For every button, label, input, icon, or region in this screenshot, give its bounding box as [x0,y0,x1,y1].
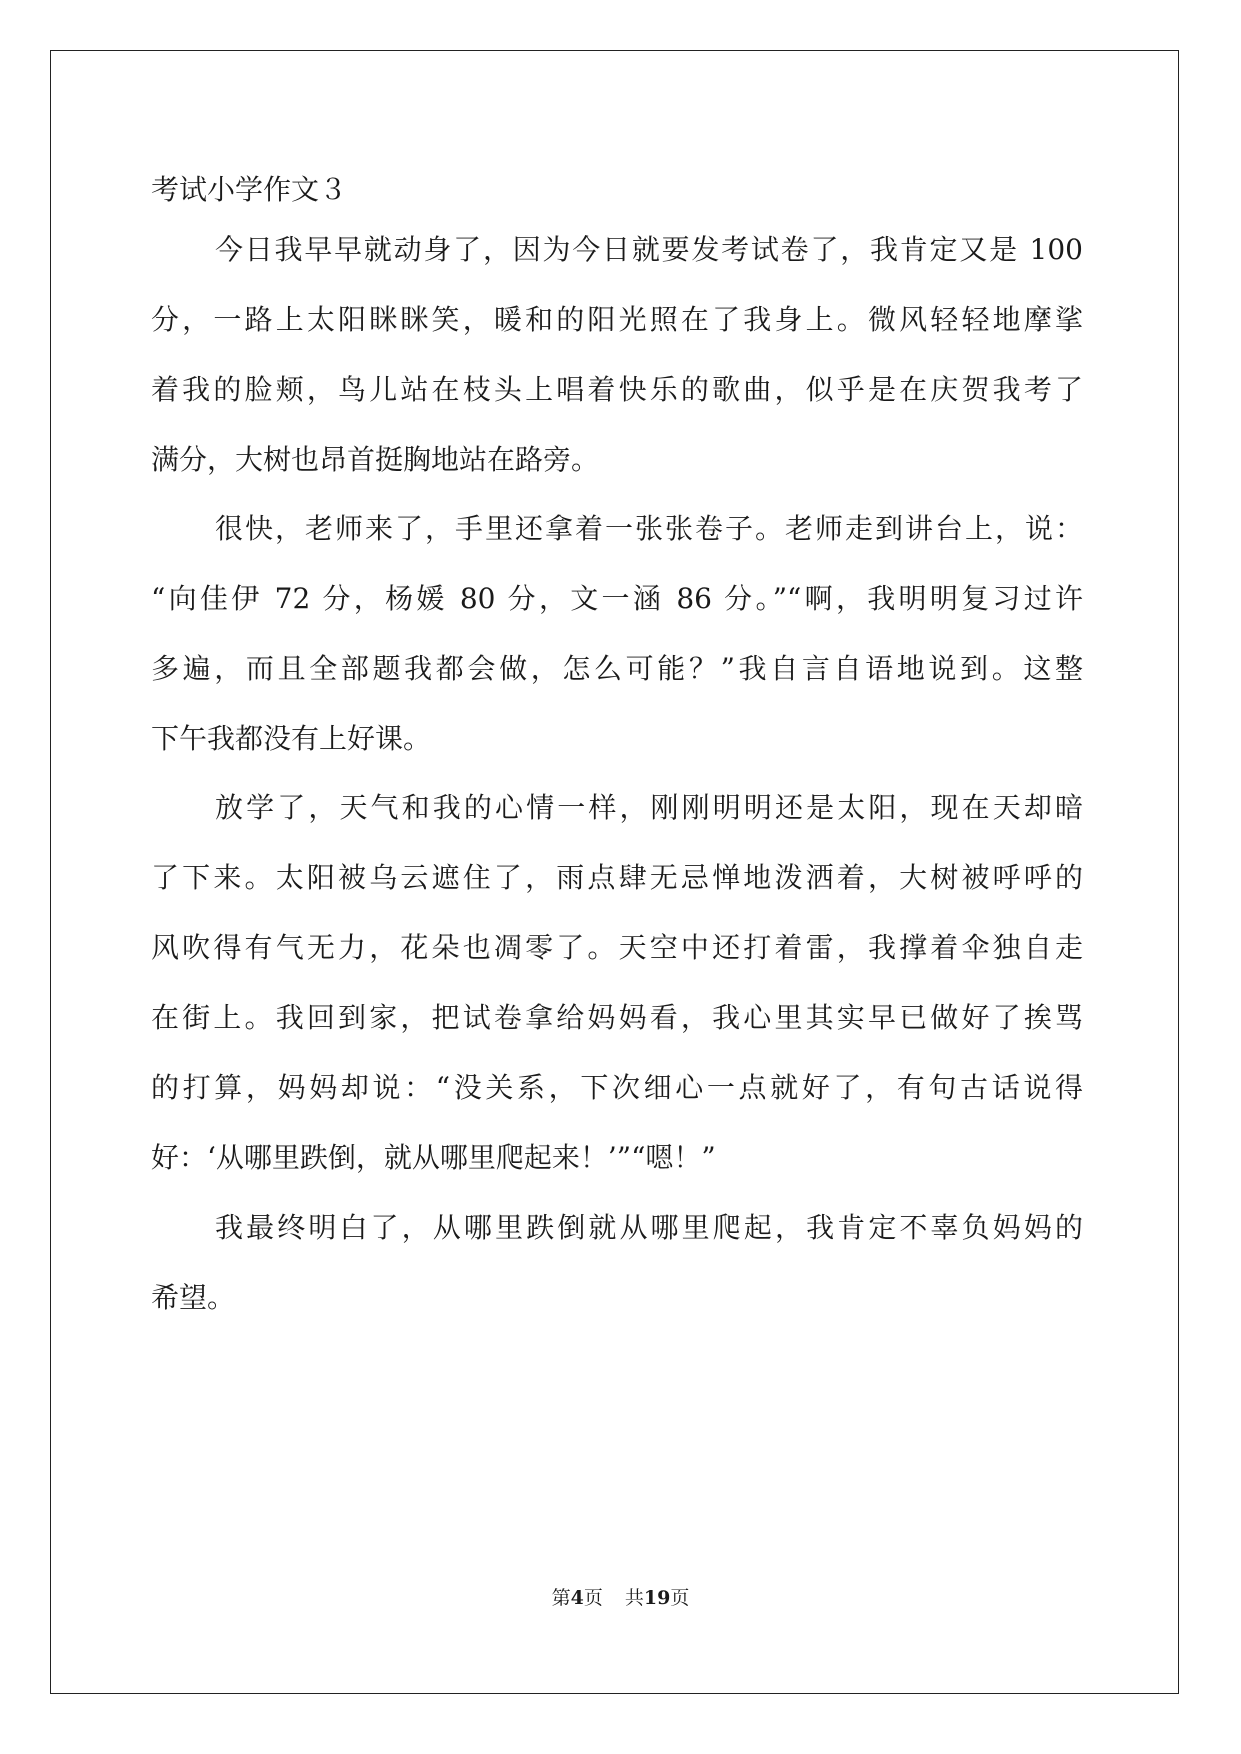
footer-page-prefix: 第 [551,1587,571,1609]
footer-total-prefix: 共 [624,1587,644,1609]
footer-page-suffix: 页 [583,1587,603,1609]
paragraph-4-line-2: 希望。 [151,1281,236,1314]
paragraph-4-line-1: 我最终明白了，从哪里跌倒就从哪里爬起，我肯定不辜负妈妈的 [215,1211,1083,1244]
paragraph-2-line-2: “向佳伊 72 分，杨媛 80 分，文一涵 86 分。”“啊，我明明复习过许 [151,582,1083,615]
paragraph-3-line-5: 的打算，妈妈却说：“没关系，下次细心一点就好了，有句古话说得 [151,1071,1083,1104]
paragraph-1-line-3: 着我的脸颊，鸟儿站在枝头上唱着快乐的歌曲，似乎是在庆贺我考了 [151,373,1083,406]
footer-page-current: 4 [570,1587,584,1609]
paragraph-1-line-4: 满分，大树也昂首挺胸地站在路旁。 [151,443,600,476]
paragraph-1-line-2: 分，一路上太阳眯眯笑，暖和的阳光照在了我身上。微风轻轻地摩挲 [151,303,1083,336]
paragraph-2-line-4: 下午我都没有上好课。 [151,722,432,755]
paragraph-2-line-3: 多遍，而且全部题我都会做，怎么可能？”我自言自语地说到。这整 [151,652,1083,685]
page-footer [0,1586,1241,1610]
paragraph-3-line-1: 放学了，天气和我的心情一样，刚刚明明还是太阳，现在天却暗 [215,791,1083,824]
footer-total-suffix: 页 [670,1587,690,1609]
paragraph-3-line-6: 好：‘从哪里跌倒，就从哪里爬起来！’”“嗯！” [151,1141,716,1174]
paragraph-1-line-1: 今日我早早就动身了，因为今日就要发考试卷了，我肯定又是 100 [215,233,1083,266]
document-title: 考试小学作文３ [151,173,348,206]
footer-page-total: 19 [643,1587,671,1609]
paragraph-2-line-1: 很快，老师来了，手里还拿着一张张卷子。老师走到讲台上，说： [215,512,1083,545]
paragraph-3-line-2: 了下来。太阳被乌云遮住了，雨点肆无忌惮地泼洒着，大树被呼呼的 [151,861,1083,894]
paragraph-3-line-3: 风吹得有气无力，花朵也凋零了。天空中还打着雷，我撑着伞独自走 [151,931,1083,964]
paragraph-3-line-4: 在街上。我回到家，把试卷拿给妈妈看，我心里其实早已做好了挨骂 [151,1001,1083,1034]
